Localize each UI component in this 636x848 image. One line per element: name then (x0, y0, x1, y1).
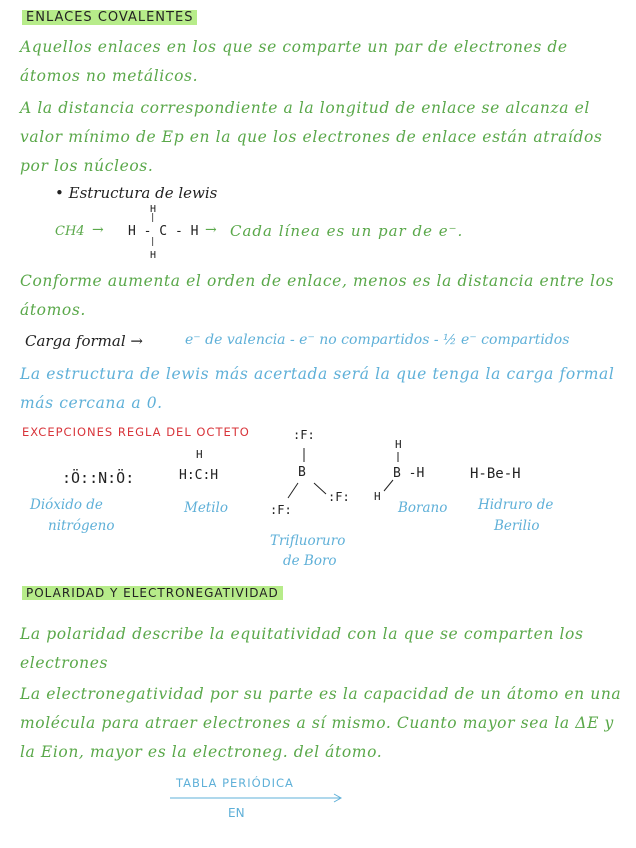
ch4-h-bottom: H (150, 250, 157, 261)
lines-note: Cada línea es un par de e⁻. (230, 222, 464, 240)
no2-label-line1: Dióxido de (30, 497, 103, 513)
bf3-label-line2: de Boro (283, 553, 337, 569)
methyl-label: Metilo (184, 500, 229, 516)
tabla-periodica-label: TABLA PERIÓDICA (176, 776, 294, 790)
arrow-right-icon: → (92, 222, 104, 238)
beh2-label-line2: Berilio (494, 518, 540, 534)
ch4-h-top: H (150, 204, 157, 215)
bh3-h-top: H (395, 438, 402, 451)
paragraph-definition: Aquellos enlaces en los que se comparte un par de electrones de átomos no metálicos. (20, 38, 568, 85)
bf3-b: B (298, 465, 306, 480)
beh2-label-line1: Hidruro de (478, 497, 554, 513)
bf3-f-left: :F: (270, 503, 292, 517)
no2-label-line2: nitrógeno (48, 518, 115, 534)
formal-charge-formula: e⁻ de valencia - e⁻ no compartidos - ½ e⁻ compartidos (185, 332, 570, 348)
bh3-h-left: H (374, 490, 381, 503)
arrow-right-icon: → (205, 222, 217, 238)
bf3-label-line1: Trifluoruro (270, 533, 346, 549)
bf3-f-top: :F: (293, 428, 315, 442)
formal-charge-label: Carga formal → (25, 332, 143, 350)
no2-structure: :Ö::N:Ö: (62, 469, 135, 487)
paragraph-bond-order: Conforme aumenta el orden de enlace, menos es la distancia entre los átomos. (20, 272, 615, 319)
formal-charge-note: La estructura de lewis más acertada será la que tenga la carga formal más cercana a 0. (20, 365, 615, 412)
ch4-label: CH4 (55, 224, 85, 239)
methyl-h-top: H (196, 448, 203, 461)
heading-polaridad: POLARIDAD Y ELECTRONEGATIVIDAD (22, 586, 283, 600)
heading-enlaces-covalentes: ENLACES COVALENTES (22, 10, 197, 25)
exceptions-heading: EXCEPCIONES REGLA DEL OCTETO (22, 425, 250, 439)
en-label: EN (228, 806, 245, 820)
bh3-b-h: B -H (393, 466, 425, 481)
methyl-structure: H:C:H (179, 468, 219, 483)
paragraph-electronegativity: La electronegatividad por su parte es la capacidad de un átomo en una molécula para atraer electrones a sí mismo. Cuanto mayor sea la ΔE y la Eion, mayor es la electroneg. del átomo. (20, 685, 622, 761)
bf3-f-right: :F: (328, 490, 350, 504)
paragraph-polarity: La polaridad describe la equitatividad con la que se comparten los electrones (20, 625, 584, 672)
bond-line-bottom: | (150, 237, 156, 247)
paragraph-distance: A la distancia correspondiente a la longitud de enlace se alcanza el valor mínimo de Ep en la que los electrones de enlace están atraídos por los núcleos. (20, 99, 603, 175)
bullet-lewis-structure: • Estructura de lewis (55, 184, 218, 202)
ch4-h-c-h: H - C - H (128, 224, 199, 239)
bh3-label: Borano (398, 500, 448, 516)
beh2-structure: H-Be-H (470, 466, 521, 482)
bond-line-top: | (150, 213, 156, 223)
